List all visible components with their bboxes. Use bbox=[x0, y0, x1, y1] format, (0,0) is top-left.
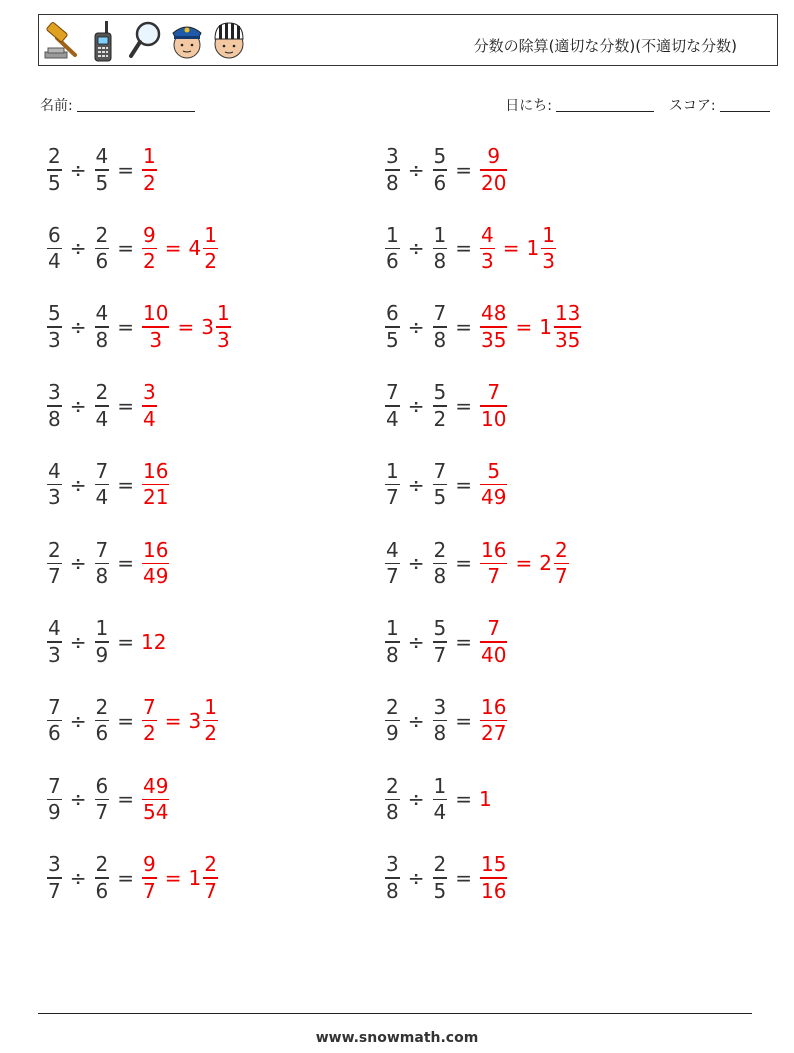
score-blank[interactable] bbox=[720, 111, 770, 112]
fraction bbox=[385, 616, 400, 668]
fraction bbox=[142, 538, 169, 590]
divide-sign: ÷ bbox=[69, 315, 87, 340]
numerator: 1 bbox=[433, 773, 447, 798]
denominator: 4 bbox=[143, 406, 156, 431]
fraction bbox=[385, 144, 400, 196]
numerator: 49 bbox=[143, 773, 169, 798]
denominator: 5 bbox=[433, 878, 447, 903]
fraction bbox=[203, 695, 218, 747]
numerator: 16 bbox=[481, 537, 507, 562]
numerator: 7 bbox=[487, 380, 501, 405]
numerator: 2 bbox=[386, 773, 399, 798]
walkie-talkie-icon bbox=[85, 19, 121, 63]
numerator: 5 bbox=[487, 458, 501, 483]
denominator: 7 bbox=[554, 564, 568, 589]
numerator: 3 bbox=[433, 694, 447, 719]
fraction bbox=[47, 616, 62, 668]
denominator: 3 bbox=[149, 327, 163, 352]
numerator: 13 bbox=[554, 301, 581, 326]
fraction bbox=[203, 223, 218, 275]
fraction bbox=[95, 301, 110, 353]
equals-sign: = bbox=[117, 866, 134, 891]
denominator: 2 bbox=[143, 170, 156, 195]
mixed-whole: 3 bbox=[188, 708, 202, 733]
equals-sign: = bbox=[455, 866, 472, 891]
score-label: スコア: bbox=[668, 98, 716, 114]
equals-sign: = bbox=[117, 708, 134, 733]
numerator: 4 bbox=[48, 458, 61, 483]
denominator: 8 bbox=[386, 170, 399, 195]
numerator: 4 bbox=[95, 301, 109, 326]
equals-sign: = bbox=[117, 551, 134, 576]
numerator: 3 bbox=[48, 380, 61, 405]
denominator: 54 bbox=[143, 800, 169, 825]
divide-sign: ÷ bbox=[69, 866, 87, 891]
fraction bbox=[433, 695, 448, 747]
fraction bbox=[95, 459, 110, 511]
numerator: 48 bbox=[481, 301, 507, 326]
problem-item bbox=[46, 852, 219, 904]
fraction bbox=[554, 538, 569, 590]
fraction bbox=[47, 144, 62, 196]
equals-sign: = bbox=[117, 787, 134, 812]
equals-sign: = bbox=[117, 629, 134, 654]
mixed-whole: 3 bbox=[201, 315, 214, 340]
numerator: 2 bbox=[204, 852, 217, 877]
fraction bbox=[95, 223, 110, 275]
fraction bbox=[433, 223, 448, 275]
divide-sign: ÷ bbox=[407, 866, 425, 891]
date-label: 日にち: bbox=[505, 98, 552, 114]
equals-sign: = bbox=[455, 393, 472, 418]
police-officer-icon bbox=[169, 19, 205, 63]
numerator: 1 bbox=[386, 458, 399, 483]
fraction bbox=[47, 301, 62, 353]
equals-sign: = bbox=[117, 393, 134, 418]
numerator: 7 bbox=[433, 301, 447, 326]
divide-sign: ÷ bbox=[407, 787, 425, 812]
fraction bbox=[385, 459, 400, 511]
numerator: 2 bbox=[554, 537, 568, 562]
divide-sign: ÷ bbox=[69, 708, 87, 733]
problem-item bbox=[384, 459, 508, 511]
denominator: 21 bbox=[143, 485, 169, 510]
fraction bbox=[385, 301, 400, 353]
numerator: 7 bbox=[95, 537, 109, 562]
numerator: 2 bbox=[95, 380, 109, 405]
problem-item bbox=[384, 301, 582, 353]
date-score-fields bbox=[505, 95, 770, 115]
denominator: 49 bbox=[143, 564, 169, 589]
fraction bbox=[385, 774, 400, 826]
fraction bbox=[554, 301, 581, 353]
denominator: 5 bbox=[433, 485, 447, 510]
divide-sign: ÷ bbox=[407, 315, 425, 340]
equals-sign: = bbox=[164, 708, 182, 733]
fraction bbox=[47, 695, 62, 747]
denominator: 10 bbox=[481, 406, 507, 431]
numerator: 1 bbox=[433, 222, 447, 247]
numerator: 2 bbox=[95, 694, 109, 719]
numerator: 7 bbox=[48, 773, 61, 798]
denominator: 4 bbox=[95, 485, 109, 510]
denominator: 8 bbox=[386, 800, 399, 825]
denominator: 6 bbox=[48, 721, 61, 746]
denominator: 4 bbox=[386, 406, 399, 431]
fraction bbox=[47, 774, 62, 826]
denominator: 7 bbox=[487, 564, 501, 589]
equals-sign: = bbox=[515, 315, 533, 340]
problem-item bbox=[384, 774, 492, 826]
numerator: 1 bbox=[216, 301, 230, 326]
fraction bbox=[95, 852, 110, 904]
worksheet-title: 分数の除算(適切な分数)(不適切な分数) bbox=[473, 37, 737, 55]
numerator: 5 bbox=[48, 301, 61, 326]
problem-item bbox=[46, 538, 170, 590]
numerator: 7 bbox=[48, 694, 61, 719]
fraction bbox=[541, 223, 556, 275]
problem-item bbox=[46, 144, 158, 196]
fraction bbox=[433, 774, 448, 826]
divide-sign: ÷ bbox=[407, 157, 425, 182]
answer-whole: 12 bbox=[141, 629, 167, 654]
fraction bbox=[433, 301, 448, 353]
numerator: 5 bbox=[433, 616, 447, 641]
denominator: 3 bbox=[216, 327, 230, 352]
fraction bbox=[47, 538, 62, 590]
footer-url: www.snowmath.com bbox=[315, 1030, 479, 1046]
problem-item bbox=[384, 695, 508, 747]
numerator: 7 bbox=[433, 458, 447, 483]
equals-sign: = bbox=[455, 551, 472, 576]
fraction bbox=[480, 380, 507, 432]
fraction bbox=[95, 774, 110, 826]
problem-item bbox=[384, 144, 508, 196]
divide-sign: ÷ bbox=[69, 551, 87, 576]
numerator: 6 bbox=[48, 222, 61, 247]
numerator: 3 bbox=[386, 852, 399, 877]
divide-sign: ÷ bbox=[69, 157, 87, 182]
numerator: 1 bbox=[386, 616, 399, 641]
fraction bbox=[142, 459, 169, 511]
denominator: 8 bbox=[433, 249, 447, 274]
numerator: 2 bbox=[433, 852, 447, 877]
fraction bbox=[142, 301, 169, 353]
equals-sign: = bbox=[117, 236, 134, 261]
equals-sign: = bbox=[164, 236, 182, 261]
numerator: 2 bbox=[95, 222, 109, 247]
numerator: 15 bbox=[481, 852, 507, 877]
equals-sign: = bbox=[455, 629, 472, 654]
numerator: 9 bbox=[143, 852, 156, 877]
problem-item bbox=[46, 774, 170, 826]
numerator: 4 bbox=[386, 537, 399, 562]
denominator: 7 bbox=[386, 564, 399, 589]
denominator: 8 bbox=[386, 878, 399, 903]
fraction bbox=[47, 459, 62, 511]
fraction bbox=[480, 538, 507, 590]
mixed-whole: 4 bbox=[188, 236, 202, 261]
divide-sign: ÷ bbox=[407, 236, 425, 261]
fraction bbox=[47, 380, 62, 432]
equals-sign: = bbox=[455, 787, 472, 812]
fraction bbox=[433, 538, 448, 590]
fraction bbox=[142, 774, 169, 826]
numerator: 16 bbox=[481, 694, 507, 719]
numerator: 1 bbox=[204, 694, 217, 719]
problem-item bbox=[384, 223, 557, 275]
denominator: 8 bbox=[433, 564, 447, 589]
fraction bbox=[385, 852, 400, 904]
denominator: 7 bbox=[143, 878, 156, 903]
denominator: 27 bbox=[481, 721, 507, 746]
denominator: 3 bbox=[48, 485, 61, 510]
mixed-whole: 1 bbox=[539, 315, 552, 340]
denominator: 9 bbox=[48, 800, 61, 825]
mixed-whole: 1 bbox=[526, 236, 540, 261]
fraction bbox=[433, 144, 448, 196]
denominator: 35 bbox=[554, 327, 581, 352]
problem-item bbox=[46, 616, 166, 668]
denominator: 7 bbox=[386, 485, 399, 510]
denominator: 8 bbox=[48, 406, 61, 431]
denominator: 5 bbox=[95, 170, 109, 195]
fraction bbox=[480, 144, 507, 196]
fraction bbox=[433, 616, 448, 668]
denominator: 8 bbox=[386, 642, 399, 667]
denominator: 9 bbox=[95, 642, 109, 667]
denominator: 7 bbox=[95, 800, 109, 825]
fraction bbox=[95, 695, 110, 747]
fraction bbox=[433, 459, 448, 511]
denominator: 7 bbox=[433, 642, 447, 667]
denominator: 5 bbox=[386, 327, 399, 352]
problem-item bbox=[384, 538, 570, 590]
equals-sign: = bbox=[117, 315, 134, 340]
numerator: 9 bbox=[143, 222, 156, 247]
denominator: 20 bbox=[481, 170, 507, 195]
denominator: 35 bbox=[481, 327, 507, 352]
equals-sign: = bbox=[117, 472, 134, 497]
denominator: 3 bbox=[542, 249, 555, 274]
denominator: 2 bbox=[204, 721, 217, 746]
denominator: 7 bbox=[204, 878, 217, 903]
equals-sign: = bbox=[455, 236, 472, 261]
answer-whole: 1 bbox=[479, 787, 492, 812]
denominator: 8 bbox=[95, 564, 109, 589]
denominator: 49 bbox=[481, 485, 507, 510]
numerator: 3 bbox=[48, 852, 61, 877]
numerator: 3 bbox=[143, 380, 156, 405]
numerator: 2 bbox=[433, 537, 447, 562]
numerator: 2 bbox=[386, 694, 399, 719]
equals-sign: = bbox=[117, 157, 134, 182]
fraction bbox=[433, 852, 448, 904]
problem-item bbox=[46, 695, 219, 747]
denominator: 3 bbox=[48, 327, 61, 352]
prisoner-icon bbox=[211, 19, 247, 63]
name-blank[interactable] bbox=[77, 111, 195, 112]
numerator: 16 bbox=[143, 537, 169, 562]
footer-divider bbox=[38, 1013, 752, 1014]
denominator: 2 bbox=[204, 249, 217, 274]
problem-item bbox=[46, 459, 170, 511]
problem-item bbox=[46, 301, 232, 353]
fraction bbox=[142, 852, 157, 904]
date-blank[interactable] bbox=[556, 111, 654, 112]
denominator: 2 bbox=[433, 406, 447, 431]
fraction bbox=[142, 223, 157, 275]
name-label: 名前: bbox=[40, 98, 73, 114]
divide-sign: ÷ bbox=[407, 551, 425, 576]
denominator: 6 bbox=[95, 878, 109, 903]
numerator: 16 bbox=[143, 458, 169, 483]
numerator: 1 bbox=[95, 616, 109, 641]
fraction bbox=[216, 301, 231, 353]
numerator: 4 bbox=[95, 144, 109, 168]
numerator: 2 bbox=[95, 852, 109, 877]
fraction bbox=[385, 695, 400, 747]
denominator: 8 bbox=[433, 327, 447, 352]
fraction bbox=[433, 380, 448, 432]
name-field bbox=[40, 95, 195, 115]
denominator: 6 bbox=[433, 170, 447, 195]
numerator: 9 bbox=[487, 144, 501, 168]
equals-sign: = bbox=[502, 236, 520, 261]
equals-sign: = bbox=[455, 315, 472, 340]
fraction bbox=[142, 695, 157, 747]
numerator: 5 bbox=[433, 380, 447, 405]
fraction bbox=[480, 852, 507, 904]
numerator: 6 bbox=[386, 301, 399, 326]
denominator: 4 bbox=[433, 800, 447, 825]
numerator: 10 bbox=[143, 301, 169, 326]
equals-sign: = bbox=[164, 866, 182, 891]
fraction bbox=[203, 852, 218, 904]
fraction bbox=[142, 380, 157, 432]
numerator: 7 bbox=[143, 694, 156, 719]
denominator: 4 bbox=[48, 249, 61, 274]
fraction bbox=[95, 616, 110, 668]
divide-sign: ÷ bbox=[69, 472, 87, 497]
denominator: 40 bbox=[481, 642, 507, 667]
numerator: 2 bbox=[48, 537, 61, 562]
fraction bbox=[480, 301, 507, 353]
fraction bbox=[480, 459, 507, 511]
equals-sign: = bbox=[455, 472, 472, 497]
fraction bbox=[47, 223, 62, 275]
problem-item bbox=[384, 380, 508, 432]
numerator: 5 bbox=[433, 144, 447, 168]
denominator: 6 bbox=[95, 249, 109, 274]
fraction bbox=[480, 223, 495, 275]
fraction bbox=[385, 380, 400, 432]
numerator: 6 bbox=[95, 773, 109, 798]
header-icons bbox=[43, 18, 247, 64]
denominator: 4 bbox=[95, 406, 109, 431]
numerator: 1 bbox=[386, 222, 399, 247]
numerator: 1 bbox=[143, 144, 156, 168]
problem-item bbox=[384, 852, 508, 904]
problem-item bbox=[46, 380, 158, 432]
problem-item bbox=[46, 223, 219, 275]
denominator: 3 bbox=[481, 249, 494, 274]
denominator: 8 bbox=[433, 721, 447, 746]
numerator: 7 bbox=[487, 616, 501, 641]
fraction bbox=[385, 223, 400, 275]
denominator: 8 bbox=[95, 327, 109, 352]
fraction bbox=[480, 616, 507, 668]
divide-sign: ÷ bbox=[69, 236, 87, 261]
divide-sign: ÷ bbox=[69, 393, 87, 418]
divide-sign: ÷ bbox=[69, 787, 87, 812]
mixed-whole: 2 bbox=[539, 551, 552, 576]
divide-sign: ÷ bbox=[407, 393, 425, 418]
equals-sign: = bbox=[177, 315, 195, 340]
equals-sign: = bbox=[455, 708, 472, 733]
denominator: 6 bbox=[95, 721, 109, 746]
fraction bbox=[95, 380, 110, 432]
worksheet-header bbox=[38, 14, 778, 66]
equals-sign: = bbox=[515, 551, 533, 576]
gavel-icon bbox=[43, 19, 79, 63]
denominator: 2 bbox=[143, 249, 156, 274]
denominator: 6 bbox=[386, 249, 399, 274]
fraction bbox=[480, 695, 507, 747]
mixed-whole: 1 bbox=[188, 866, 202, 891]
equals-sign: = bbox=[455, 157, 472, 182]
fraction bbox=[95, 538, 110, 590]
denominator: 2 bbox=[143, 721, 156, 746]
denominator: 7 bbox=[48, 878, 61, 903]
magnifier-icon bbox=[127, 19, 163, 63]
numerator: 7 bbox=[386, 380, 399, 405]
fraction bbox=[142, 144, 157, 196]
fraction bbox=[385, 538, 400, 590]
denominator: 7 bbox=[48, 564, 61, 589]
numerator: 7 bbox=[95, 458, 109, 483]
divide-sign: ÷ bbox=[407, 629, 425, 654]
numerator: 1 bbox=[542, 222, 555, 247]
denominator: 16 bbox=[481, 878, 507, 903]
numerator: 2 bbox=[48, 144, 61, 168]
numerator: 4 bbox=[48, 616, 61, 641]
fraction bbox=[95, 144, 110, 196]
denominator: 9 bbox=[386, 721, 399, 746]
divide-sign: ÷ bbox=[407, 708, 425, 733]
divide-sign: ÷ bbox=[69, 629, 87, 654]
problem-item bbox=[384, 616, 508, 668]
numerator: 4 bbox=[481, 222, 494, 247]
numerator: 1 bbox=[204, 222, 217, 247]
denominator: 3 bbox=[48, 642, 61, 667]
numerator: 3 bbox=[386, 144, 399, 168]
divide-sign: ÷ bbox=[407, 472, 425, 497]
fraction bbox=[47, 852, 62, 904]
denominator: 5 bbox=[48, 170, 61, 195]
